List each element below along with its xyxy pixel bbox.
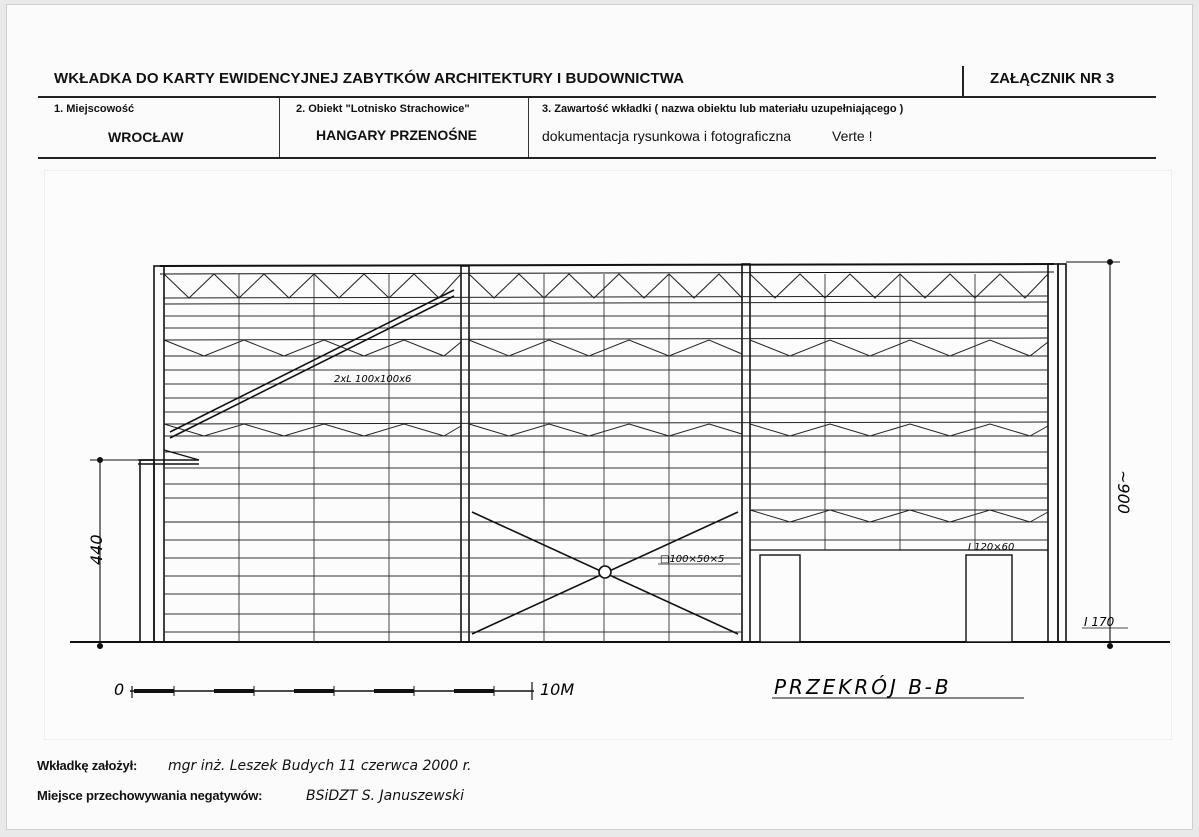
content-note: Verte !	[832, 128, 873, 144]
object-label: 2. Obiekt "Lotnisko Strachowice"	[296, 103, 470, 115]
technical-drawing	[44, 170, 1172, 740]
field-divider-2	[528, 98, 529, 157]
document-title: WKŁADKA DO KARTY EWIDENCYJNEJ ZABYTKÓW ARCHITEKTURY I BUDOWNICTWA	[54, 70, 685, 87]
dimension-right: ~900	[1114, 470, 1133, 514]
scale-start: 0	[114, 680, 125, 699]
author-value: mgr inż. Leszek Budych 11 czerwca 2000 r.	[168, 758, 472, 774]
fields-rule	[38, 157, 1156, 159]
section-drawing-svg	[44, 170, 1172, 740]
content-value: dokumentacja rysunkowa i fotograficzna	[542, 128, 792, 144]
storage-label: Miejsce przechowywania negatywów:	[37, 788, 263, 803]
scale-end: 10M	[540, 680, 575, 699]
field-divider-1	[279, 98, 280, 157]
section-title: PRZEKRÓJ B-B	[774, 675, 952, 699]
rhs-label: □100×50×5	[660, 554, 725, 565]
dimension-left: 440	[87, 534, 106, 565]
annex-separator	[962, 66, 964, 96]
annex-number: ZAŁĄCZNIK NR 3	[990, 70, 1115, 87]
author-label: Wkładkę założył:	[37, 758, 138, 773]
locality-label: 1. Miejscowość	[54, 103, 135, 115]
ibeam-label: I 120×60	[968, 542, 1015, 553]
object-value: HANGARY PRZENOŚNE	[316, 127, 478, 143]
brace-label: 2xL 100x100x6	[334, 374, 412, 385]
content-label: 3. Zawartość wkładki ( nazwa obiektu lub materiału uzupełniającego )	[542, 103, 904, 115]
column-label: I 170	[1084, 615, 1115, 629]
header-rule	[38, 96, 1156, 98]
storage-value: BSiDZT S. Januszewski	[306, 788, 464, 804]
locality-value: WROCŁAW	[108, 129, 184, 145]
